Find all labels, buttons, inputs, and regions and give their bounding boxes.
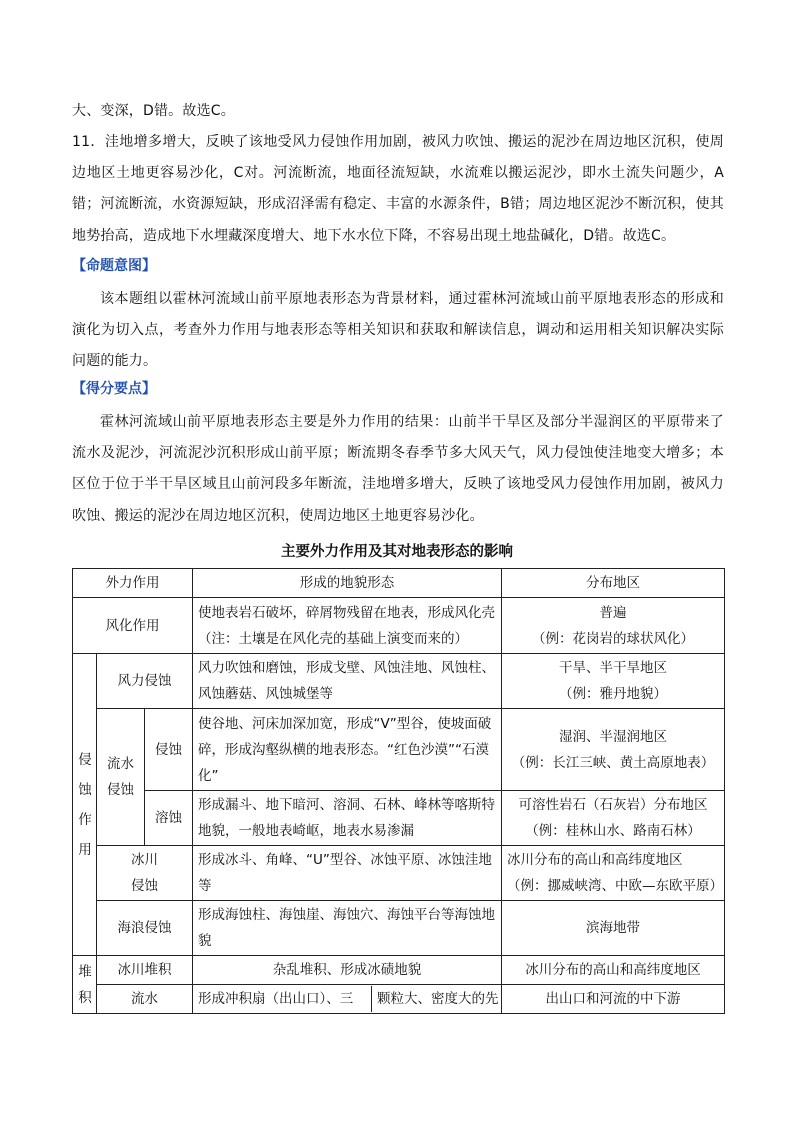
area-water-erosion-text: 湿润、半湿润地区 — [559, 728, 668, 745]
table-row — [73, 709, 725, 791]
header-landform: 形成的地貌形态 — [193, 569, 502, 598]
cell-group-deposition — [73, 956, 97, 1014]
cell-landform-weathering: 使地表岩石破坏，碎屑物残留在地表，形成风化壳（注：土壤是在风化壳的基础上演变而来的） — [193, 598, 502, 654]
table-title: 主要外力作用及其对地表形态的影响 — [281, 544, 513, 560]
area-water-erosion-example: （例：长江三峡、黄土高原地表） — [511, 754, 715, 771]
area-weathering-example: （例：花岗岩的球状风化） — [532, 630, 695, 647]
table-row — [73, 901, 725, 956]
cell-area-glacier: 冰川分布的高山和高纬度地区（例：挪威峡湾、中欧—东欧平原） — [502, 846, 725, 901]
cell-area-glacier-dep: 冰川分布的高山和高纬度地区 — [502, 956, 725, 985]
cell-force-weathering: 风化作用 — [73, 598, 193, 654]
group-water-label: 流水侵蚀 — [107, 756, 134, 798]
table-row — [73, 956, 725, 985]
table-row — [73, 654, 725, 709]
table-header-row — [73, 569, 725, 598]
area-karst-text: 可溶性岩石（石灰岩）分布地区 — [518, 797, 708, 813]
section-tag-key-points: 【得分要点】 — [72, 381, 156, 397]
table-row — [73, 598, 725, 654]
cell-area-wind — [502, 654, 725, 709]
header-area: 分布地区 — [502, 569, 725, 598]
cell-force-water-dep: 流水 — [97, 985, 193, 1014]
paragraph-question-11: 11．洼地增多增大，反映了该地受风力侵蚀作用加剧，被风力吹蚀、搬运的泥沙在周边地区沉积，使周边地区土地更容易沙化，C对。河流断流，地面径流短缺，水流难以搬运泥沙，即水土流失问题少，A错；河流断流，水资源短缺，形成沼泽需有稳定、丰富的水源条件，B错；周边地区泥沙不断沉积，使其地势抬高，造成地下水埋藏深度增大、地下水水位下降，不容易出现土地盐碱化，D错。故选C。 — [72, 134, 724, 244]
cell-landform-glacier-dep: 杂乱堆积、形成冰碛地貌 — [193, 956, 502, 985]
paragraph-key-points: 霍林河流域山前平原地表形态主要是外力作用的结果：山前半干旱区及部分半湿润区的平原带来了流水及泥沙，河流泥沙沉积形成山前平原；断流期冬春季节多大风天气，风力侵蚀使洼地变大增多；本区位于位于半干旱区域且山前河段多年断流，洼地增多增大，反映了该地受风力侵蚀作用加剧，被风力吹蚀、搬运的泥沙在周边地区沉积，使周边地区土地更容易沙化。 — [72, 414, 724, 524]
section-tag-intent: 【命题意图】 — [72, 258, 156, 274]
external-forces-table — [72, 568, 725, 1014]
paragraph-intent: 该本题组以霍林河流域山前平原地表形态为背景材料，通过霍林河流域山前平原地表形态的形成和演化为切入点，考查外力作用与地表形态等相关知识和获取和解读信息，调动和运用相关知识解决实际问题的能力。 — [72, 291, 724, 370]
cell-landform-water-dep — [193, 985, 502, 1014]
table-row — [73, 846, 725, 901]
cell-area-water-erosion — [502, 709, 725, 791]
cell-force-glacier-dep: 冰川堆积 — [97, 956, 193, 985]
area-wind-example: （例：雅丹地貌） — [559, 686, 668, 702]
cell-landform-water-erosion: 使谷地、河床加深加宽，形成“V”型谷，使坡面破碎，形成沟壑纵横的地表形态。“红色沙漠”“石漠化” — [193, 709, 502, 791]
cell-area-water-dep: 出山口和河流的中下游 — [502, 985, 725, 1014]
landform-water-dep-a: 形成冲积扇（出山口）、三 — [193, 986, 372, 1012]
cell-area-weathering — [502, 598, 725, 654]
cell-force-wave: 海浪侵蚀 — [97, 901, 193, 956]
group-erosion-label: 侵蚀作用 — [78, 751, 92, 858]
group-deposition-label: 堆积 — [78, 963, 92, 1006]
table-row — [73, 985, 725, 1014]
cell-area-wave: 滨海地带 — [502, 901, 725, 956]
force-glacier-label: 冰川侵蚀 — [131, 852, 159, 894]
cell-landform-wind: 风力吹蚀和磨蚀，形成戈壁、风蚀洼地、风蚀柱、风蚀蘑菇、风蚀城堡等 — [193, 654, 502, 709]
area-wind-text: 干旱、半干旱地区 — [559, 660, 668, 676]
paragraph-answer-end: 大、变深，D错。故选C。 — [72, 103, 235, 119]
cell-force-karst: 溶蚀 — [145, 791, 193, 846]
cell-landform-glacier: 形成冰斗、角峰、“U”型谷、冰蚀平原、冰蚀洼地等 — [193, 846, 502, 901]
landform-water-dep-b: 颗粒大、密度大的先 — [377, 991, 499, 1007]
cell-force-glacier — [97, 846, 193, 901]
table-row — [73, 791, 725, 846]
cell-group-erosion — [73, 654, 97, 956]
cell-landform-wave: 形成海蚀柱、海蚀崖、海蚀穴、海蚀平台等海蚀地貌 — [193, 901, 502, 956]
cell-landform-karst: 形成漏斗、地下暗河、溶洞、石林、峰林等喀斯特地貌，一般地表崎岖，地表水易渗漏 — [193, 791, 502, 846]
header-force: 外力作用 — [73, 569, 193, 598]
cell-force-wind: 风力侵蚀 — [97, 654, 193, 709]
cell-group-water — [97, 709, 145, 846]
area-weathering-text: 普遍 — [599, 604, 627, 621]
cell-force-water-erosion: 侵蚀 — [145, 709, 193, 791]
area-karst-example: （例：桂林山水、路南石林） — [525, 823, 701, 839]
cell-area-karst — [502, 791, 725, 846]
